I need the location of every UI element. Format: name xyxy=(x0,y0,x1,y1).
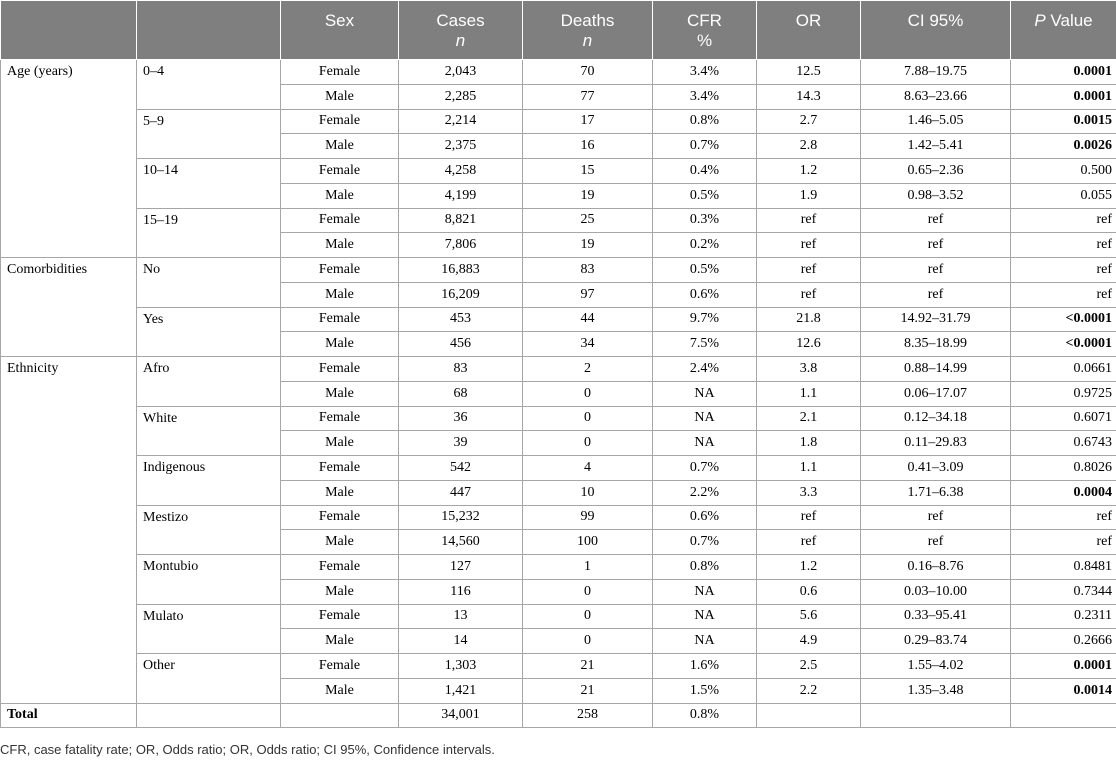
cell-p-value: 0.0001 xyxy=(1011,60,1116,85)
cell-deaths: 99 xyxy=(523,505,653,530)
cell-p-value: 0.6743 xyxy=(1011,431,1116,456)
cell-sex: Female xyxy=(281,456,399,481)
cell-sex: Male xyxy=(281,530,399,555)
cell-cfr: 0.8% xyxy=(653,555,757,580)
cell-cfr: 0.7% xyxy=(653,530,757,555)
cell-p-value: 0.0004 xyxy=(1011,480,1116,505)
cell-deaths: 25 xyxy=(523,208,653,233)
cell-cases: 7,806 xyxy=(399,233,523,258)
cell-deaths: 1 xyxy=(523,555,653,580)
cell-p-value: 0.8481 xyxy=(1011,555,1116,580)
cell-or: 14.3 xyxy=(757,84,861,109)
table-row xyxy=(1,159,1116,184)
cell-cfr: 0.6% xyxy=(653,505,757,530)
cell-cases: 16,883 xyxy=(399,258,523,283)
cell-p-value: 0.2311 xyxy=(1011,604,1116,629)
header-sex: Sex xyxy=(281,1,399,60)
table-row xyxy=(1,555,1116,580)
subgroup-label: Yes xyxy=(137,307,281,357)
cell-cfr: 0.6% xyxy=(653,282,757,307)
cell-p-value: 0.8026 xyxy=(1011,456,1116,481)
cell-or: 12.6 xyxy=(757,332,861,357)
header-p-value: P Value xyxy=(1011,1,1116,60)
cell-ci: ref xyxy=(861,505,1011,530)
cell-or: ref xyxy=(757,258,861,283)
cell-deaths: 0 xyxy=(523,406,653,431)
cell-cases: 447 xyxy=(399,480,523,505)
cell-p-value: 0.7344 xyxy=(1011,579,1116,604)
cell-cfr: NA xyxy=(653,629,757,654)
subgroup-label: 5–9 xyxy=(137,109,281,159)
cell-ci: 14.92–31.79 xyxy=(861,307,1011,332)
cell-cfr: 7.5% xyxy=(653,332,757,357)
cell-cases: 2,375 xyxy=(399,134,523,159)
total-deaths: 258 xyxy=(523,703,653,728)
cell-cfr: NA xyxy=(653,604,757,629)
cell-sex: Female xyxy=(281,258,399,283)
cell-sex: Male xyxy=(281,431,399,456)
cell-ci: 0.88–14.99 xyxy=(861,357,1011,382)
cell-cfr: 0.4% xyxy=(653,159,757,184)
cell-cases: 2,214 xyxy=(399,109,523,134)
cell-or: 2.1 xyxy=(757,406,861,431)
cell-deaths: 97 xyxy=(523,282,653,307)
cell-deaths: 0 xyxy=(523,604,653,629)
cell-cases: 15,232 xyxy=(399,505,523,530)
cell-or: 3.3 xyxy=(757,480,861,505)
cell-sex: Female xyxy=(281,555,399,580)
cell-or: 2.5 xyxy=(757,654,861,679)
subgroup-label: 0–4 xyxy=(137,60,281,110)
cell-sex: Male xyxy=(281,629,399,654)
table-row xyxy=(1,604,1116,629)
cell-deaths: 44 xyxy=(523,307,653,332)
total-cases: 34,001 xyxy=(399,703,523,728)
table-row xyxy=(1,654,1116,679)
cell-ci: 1.42–5.41 xyxy=(861,134,1011,159)
cell-ci: 0.03–10.00 xyxy=(861,579,1011,604)
subgroup-label: Montubio xyxy=(137,555,281,605)
cell-or: 1.1 xyxy=(757,381,861,406)
cell-or: ref xyxy=(757,505,861,530)
cell-ci: 0.41–3.09 xyxy=(861,456,1011,481)
cell-deaths: 19 xyxy=(523,183,653,208)
cell-p-value: ref xyxy=(1011,505,1116,530)
cell-p-value: <0.0001 xyxy=(1011,307,1116,332)
cell-sex: Female xyxy=(281,159,399,184)
group-label: Age (years) xyxy=(1,60,137,258)
total-empty xyxy=(137,703,281,728)
cell-or: ref xyxy=(757,208,861,233)
cell-p-value: 0.6071 xyxy=(1011,406,1116,431)
cell-deaths: 100 xyxy=(523,530,653,555)
cell-deaths: 0 xyxy=(523,579,653,604)
cell-ci: 0.29–83.74 xyxy=(861,629,1011,654)
cell-cases: 13 xyxy=(399,604,523,629)
cell-deaths: 21 xyxy=(523,678,653,703)
cell-cfr: 0.8% xyxy=(653,109,757,134)
table-row xyxy=(1,60,1116,85)
cell-cases: 14,560 xyxy=(399,530,523,555)
subgroup-label: Afro xyxy=(137,357,281,407)
cell-or: 0.6 xyxy=(757,579,861,604)
cell-deaths: 21 xyxy=(523,654,653,679)
cell-cases: 2,285 xyxy=(399,84,523,109)
cell-or: ref xyxy=(757,233,861,258)
total-empty xyxy=(281,703,399,728)
footnote: CFR, case fatality rate; OR, Odds ratio; OR, Odds ratio; CI 95%, Confidence intervals. xyxy=(0,742,495,757)
subgroup-label: White xyxy=(137,406,281,456)
cell-or: 2.8 xyxy=(757,134,861,159)
cell-p-value: 0.0661 xyxy=(1011,357,1116,382)
cell-deaths: 4 xyxy=(523,456,653,481)
cell-ci: 0.12–34.18 xyxy=(861,406,1011,431)
cell-cfr: 0.7% xyxy=(653,134,757,159)
header-deaths: Deaths n xyxy=(523,1,653,60)
cell-sex: Female xyxy=(281,654,399,679)
cell-or: 1.9 xyxy=(757,183,861,208)
table-row xyxy=(1,258,1116,283)
total-empty xyxy=(1011,703,1116,728)
cell-or: 3.8 xyxy=(757,357,861,382)
cell-cfr: 9.7% xyxy=(653,307,757,332)
cell-cases: 127 xyxy=(399,555,523,580)
cell-cases: 453 xyxy=(399,307,523,332)
cell-sex: Female xyxy=(281,307,399,332)
cell-cfr: 1.5% xyxy=(653,678,757,703)
cell-p-value: 0.0001 xyxy=(1011,84,1116,109)
cell-p-value: 0.9725 xyxy=(1011,381,1116,406)
cell-p-value: 0.0015 xyxy=(1011,109,1116,134)
total-label: Total xyxy=(1,703,137,728)
cell-or: 1.1 xyxy=(757,456,861,481)
cell-or: ref xyxy=(757,282,861,307)
subgroup-label: Mulato xyxy=(137,604,281,654)
total-cfr: 0.8% xyxy=(653,703,757,728)
cell-ci: 0.06–17.07 xyxy=(861,381,1011,406)
cell-ci: 1.35–3.48 xyxy=(861,678,1011,703)
cell-cfr: 3.4% xyxy=(653,84,757,109)
cell-sex: Male xyxy=(281,480,399,505)
cell-cfr: 2.4% xyxy=(653,357,757,382)
cell-cfr: NA xyxy=(653,431,757,456)
cell-or: 21.8 xyxy=(757,307,861,332)
cell-p-value: 0.0014 xyxy=(1011,678,1116,703)
subgroup-label: Mestizo xyxy=(137,505,281,555)
cell-ci: 0.65–2.36 xyxy=(861,159,1011,184)
header-cfr: CFR % xyxy=(653,1,757,60)
cell-deaths: 70 xyxy=(523,60,653,85)
cell-ci: 8.35–18.99 xyxy=(861,332,1011,357)
cell-or: ref xyxy=(757,530,861,555)
cell-p-value: ref xyxy=(1011,530,1116,555)
header-ci: CI 95% xyxy=(861,1,1011,60)
subgroup-label: 15–19 xyxy=(137,208,281,258)
cell-sex: Female xyxy=(281,505,399,530)
cell-deaths: 83 xyxy=(523,258,653,283)
cell-p-value: 0.0026 xyxy=(1011,134,1116,159)
cell-cases: 456 xyxy=(399,332,523,357)
cell-sex: Female xyxy=(281,208,399,233)
cell-ci: 0.11–29.83 xyxy=(861,431,1011,456)
cell-ci: 1.55–4.02 xyxy=(861,654,1011,679)
cell-ci: 0.33–95.41 xyxy=(861,604,1011,629)
subgroup-label: Indigenous xyxy=(137,456,281,506)
cell-cases: 1,421 xyxy=(399,678,523,703)
table-row xyxy=(1,307,1116,332)
cell-cfr: 0.2% xyxy=(653,233,757,258)
cell-ci: 7.88–19.75 xyxy=(861,60,1011,85)
cell-cases: 14 xyxy=(399,629,523,654)
cell-deaths: 17 xyxy=(523,109,653,134)
cell-cases: 16,209 xyxy=(399,282,523,307)
cell-or: 2.7 xyxy=(757,109,861,134)
cell-sex: Female xyxy=(281,357,399,382)
cell-cfr: 0.7% xyxy=(653,456,757,481)
subgroup-label: 10–14 xyxy=(137,159,281,209)
table-row xyxy=(1,456,1116,481)
cell-sex: Male xyxy=(281,282,399,307)
cell-deaths: 10 xyxy=(523,480,653,505)
cell-deaths: 19 xyxy=(523,233,653,258)
total-empty xyxy=(757,703,861,728)
cell-or: 1.2 xyxy=(757,555,861,580)
table-row xyxy=(1,109,1116,134)
cell-ci: ref xyxy=(861,530,1011,555)
subgroup-label: Other xyxy=(137,654,281,704)
cell-p-value: ref xyxy=(1011,258,1116,283)
cell-cases: 39 xyxy=(399,431,523,456)
cell-ci: 1.46–5.05 xyxy=(861,109,1011,134)
cell-cases: 116 xyxy=(399,579,523,604)
cell-ci: ref xyxy=(861,282,1011,307)
cell-sex: Male xyxy=(281,332,399,357)
cell-or: 1.2 xyxy=(757,159,861,184)
group-label: Ethnicity xyxy=(1,357,137,704)
cell-cfr: 3.4% xyxy=(653,60,757,85)
cell-cases: 4,199 xyxy=(399,183,523,208)
cell-sex: Female xyxy=(281,406,399,431)
cell-or: 2.2 xyxy=(757,678,861,703)
cell-sex: Female xyxy=(281,109,399,134)
header-or: OR xyxy=(757,1,861,60)
cell-deaths: 0 xyxy=(523,629,653,654)
cell-ci: 0.16–8.76 xyxy=(861,555,1011,580)
cell-ci: ref xyxy=(861,208,1011,233)
cell-sex: Male xyxy=(281,183,399,208)
total-empty xyxy=(861,703,1011,728)
cell-sex: Male xyxy=(281,678,399,703)
cell-sex: Female xyxy=(281,604,399,629)
cell-sex: Male xyxy=(281,579,399,604)
cell-deaths: 16 xyxy=(523,134,653,159)
cell-sex: Male xyxy=(281,84,399,109)
cell-cfr: NA xyxy=(653,406,757,431)
cell-cases: 83 xyxy=(399,357,523,382)
table-row xyxy=(1,406,1116,431)
cell-p-value: ref xyxy=(1011,208,1116,233)
cell-deaths: 0 xyxy=(523,381,653,406)
header-cases: Cases n xyxy=(399,1,523,60)
cell-p-value: 0.500 xyxy=(1011,159,1116,184)
cell-p-value: 0.2666 xyxy=(1011,629,1116,654)
cell-deaths: 0 xyxy=(523,431,653,456)
table-row xyxy=(1,208,1116,233)
cell-sex: Male xyxy=(281,233,399,258)
cell-sex: Male xyxy=(281,134,399,159)
cell-cases: 36 xyxy=(399,406,523,431)
cell-ci: ref xyxy=(861,233,1011,258)
table-row xyxy=(1,357,1116,382)
group-label: Comorbidities xyxy=(1,258,137,357)
cell-cfr: 2.2% xyxy=(653,480,757,505)
header-row xyxy=(1,1,1116,60)
cell-or: 5.6 xyxy=(757,604,861,629)
cell-ci: 0.98–3.52 xyxy=(861,183,1011,208)
cell-deaths: 15 xyxy=(523,159,653,184)
cell-p-value: ref xyxy=(1011,233,1116,258)
cell-ci: 8.63–23.66 xyxy=(861,84,1011,109)
cell-cfr: NA xyxy=(653,381,757,406)
cell-or: 4.9 xyxy=(757,629,861,654)
table-row xyxy=(1,505,1116,530)
cell-p-value: ref xyxy=(1011,282,1116,307)
cell-or: 1.8 xyxy=(757,431,861,456)
total-row xyxy=(1,703,1116,728)
cell-cases: 2,043 xyxy=(399,60,523,85)
cell-deaths: 2 xyxy=(523,357,653,382)
cell-or: 12.5 xyxy=(757,60,861,85)
cell-p-value: <0.0001 xyxy=(1011,332,1116,357)
cell-cases: 1,303 xyxy=(399,654,523,679)
cell-cfr: NA xyxy=(653,579,757,604)
cell-p-value: 0.055 xyxy=(1011,183,1116,208)
cell-p-value: 0.0001 xyxy=(1011,654,1116,679)
cell-deaths: 34 xyxy=(523,332,653,357)
cell-sex: Male xyxy=(281,381,399,406)
cell-cases: 8,821 xyxy=(399,208,523,233)
cell-cases: 68 xyxy=(399,381,523,406)
cell-deaths: 77 xyxy=(523,84,653,109)
header-subcategory xyxy=(137,1,281,60)
cell-ci: 1.71–6.38 xyxy=(861,480,1011,505)
cell-cases: 542 xyxy=(399,456,523,481)
cell-cfr: 0.5% xyxy=(653,183,757,208)
cell-ci: ref xyxy=(861,258,1011,283)
cell-cases: 4,258 xyxy=(399,159,523,184)
cell-cfr: 1.6% xyxy=(653,654,757,679)
cell-cfr: 0.5% xyxy=(653,258,757,283)
cell-cfr: 0.3% xyxy=(653,208,757,233)
subgroup-label: No xyxy=(137,258,281,308)
header-category xyxy=(1,1,137,60)
cell-sex: Female xyxy=(281,60,399,85)
